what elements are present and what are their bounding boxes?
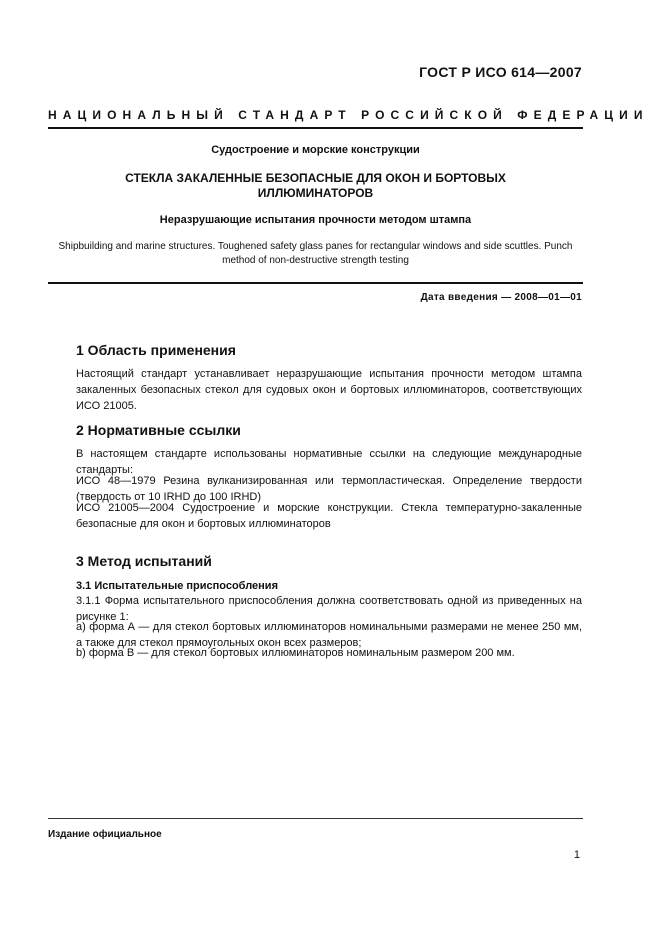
english-title — [48, 240, 583, 268]
title-block-rule — [48, 282, 583, 284]
section-3-heading: 3 Метод испытаний — [76, 553, 212, 569]
section-2-reference-iso-48: ИСО 48—1979 Резина вулканизированная или термопластическая. Определение твердости (твердость от 10 IRHD до 100 IRHD) — [76, 475, 582, 503]
subsection-3-1-heading: 3.1 Испытательные приспособления — [76, 580, 278, 592]
list-item-a: a) форма А — для стекол бортовых иллюминаторов номинальными размерами не менее 250 мм, а также для стекол прямоугольных окон всех размеров; — [76, 621, 582, 649]
document-code: ГОСТ Р ИСО 614—2007 — [419, 64, 582, 80]
section-2-reference-iso-21005: ИСО 21005—2004 Судостроение и морские конструкции. Стекла температурно-закаленные безопасные для окон и бортовых иллюминаторов — [76, 502, 582, 530]
section-1-heading: 1 Область применения — [76, 342, 236, 358]
header-rule — [48, 127, 583, 129]
clause-3-1-1: 3.1.1 Форма испытательного приспособления должна соответствовать одной из приведенных на рисунке 1: — [76, 595, 582, 623]
standard-title-line-1: СТЕКЛА ЗАКАЛЕННЫЕ БЕЗОПАСНЫЕ ДЛЯ ОКОН И БОРТОВЫХ — [125, 171, 506, 185]
section-2-heading: 2 Нормативные ссылки — [76, 422, 241, 438]
list-item-b: b) форма В — для стекол бортовых иллюминаторов номинальным размером 200 мм. — [76, 647, 515, 659]
standard-subtitle: Неразрушающие испытания прочности методом штампа — [159, 214, 472, 226]
page-number: 1 — [573, 849, 580, 861]
standard-title — [48, 171, 583, 201]
edition-note: Издание официальное — [48, 829, 162, 840]
standard-area: Судостроение и морские конструкции — [211, 144, 420, 156]
standard-title-line-2: ИЛЛЮМИНАТОРОВ — [257, 186, 374, 200]
english-title-line-1: Shipbuilding and marine structures. Toughened safety glass panes for rectangular windows and side scuttles. Punch — [58, 241, 573, 252]
english-title-line-2: method of non-destructive strength testing — [222, 255, 409, 266]
introduction-date: Дата введения — 2008—01—01 — [420, 292, 582, 303]
national-standard-heading: НАЦИОНАЛЬНЫЙ СТАНДАРТ РОССИЙСКОЙ ФЕДЕРАЦИИ — [48, 108, 649, 122]
section-1-text: Настоящий стандарт устанавливает неразрушающие испытания прочности методом штампа закаленных безопасных стекол для судовых окон и бортовых иллюминаторов, соответствующих ИСО 21005. — [76, 368, 582, 412]
footer-rule — [48, 818, 583, 819]
section-2-paragraph-1: В настоящем стандарте использованы нормативные ссылки на следующие международные стандарты: — [76, 448, 582, 476]
